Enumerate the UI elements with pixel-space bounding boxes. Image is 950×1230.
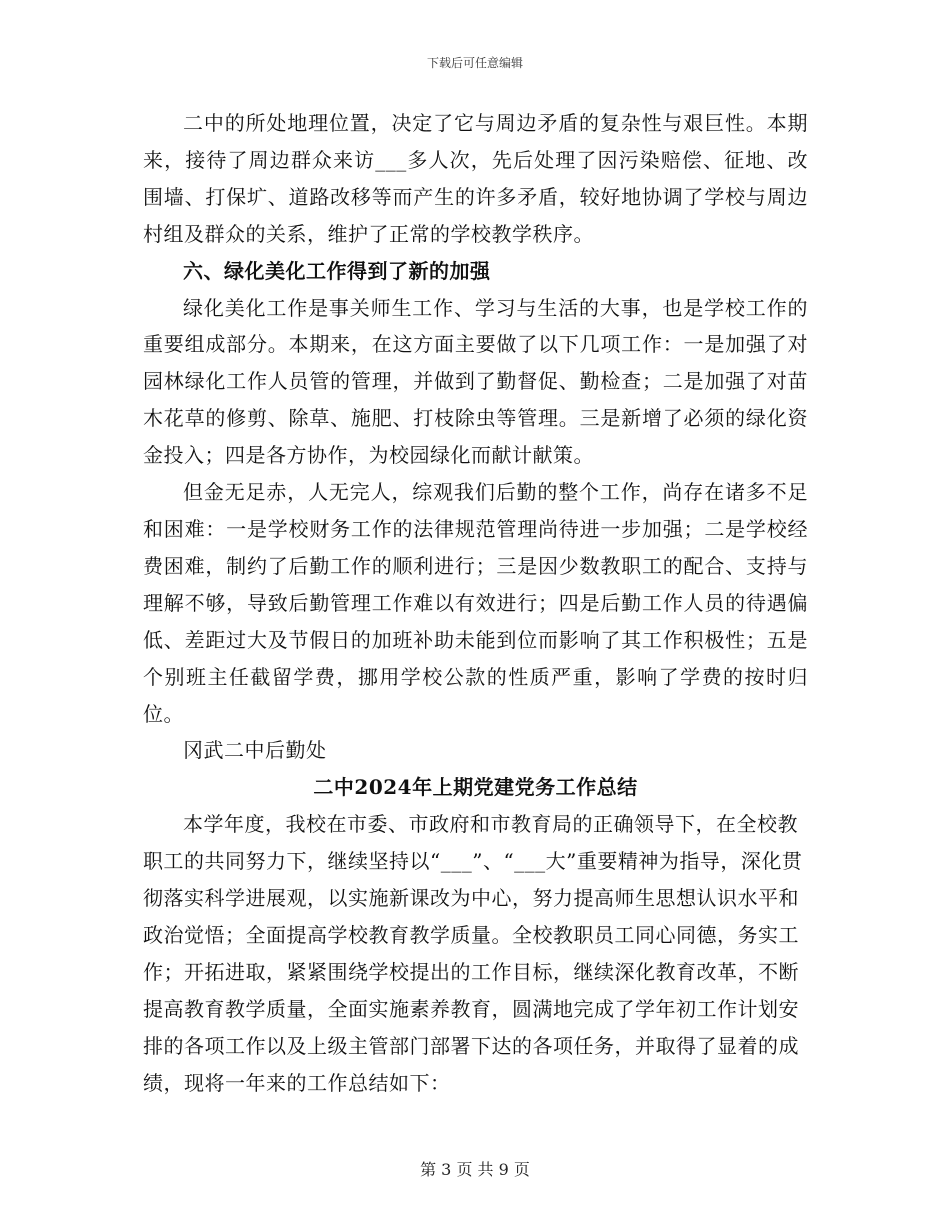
paragraph-neighborhood: 二中的所处地理位置，决定了它与周边矛盾的复杂性与艰巨性。本期来，接待了周边群众来访___多人次，先后处理了因污染赔偿、征地、改围墙、打保圹、道路改移等而产生的许多矛盾，较好地协调了学校与周边村组及群众的关系，维护了正常的学校教学秩序。	[143, 111, 808, 246]
paragraph-greening: 绿化美化工作是事关师生工作、学习与生活的大事，也是学校工作的重要组成部分。本期来，在这方面主要做了以下几项工作：一是加强了对园林绿化工作人员管的管理，并做到了勤督促、勤检查；二是加强了对苗木花草的修剪、除草、施肥、打枝除虫等管理。三是新增了必须的绿化资金投入；四是各方协作，为校园绿化而献计献策。	[143, 295, 808, 468]
document-body	[143, 105, 808, 1101]
page-footer: 第 3 页 共 9 页	[420, 1160, 530, 1179]
page-header: 下载后可任意编辑	[426, 56, 523, 70]
document-title: 二中2024年上期党建党务工作总结	[313, 775, 638, 800]
paragraph-shortcomings: 但金无足赤，人无完人，综观我们后勤的整个工作，尚存在诸多不足和困难：一是学校财务工作的法律规范管理尚待进一步加强；二是学校经费困难，制约了后勤工作的顺利进行；三是因少数教职工的配合、支持与理解不够，导致后勤管理工作难以有效进行；四是后勤工作人员的待遇偏低、差距过大及节假日的加班补助未能到位而影响了其工作积极性；五是个别班主任截留学费，挪用学校公款的性质严重，影响了学费的按时归位。	[143, 480, 808, 726]
paragraph-intro: 本学年度，我校在市委、市政府和市教育局的正确领导下，在全校教职工的共同努力下，继续坚持以“___”、“___大”重要精神为指导，深化贯彻落实科学进展观，以实施新课改为中心，努力提高师生思想认识水平和政治觉悟；全面提高学校教育教学质量。全校教职员工同心同德，务实工作；开拓进取，紧紧围绕学校提出的工作目标，继续深化教育改革，不断提高教育教学质量，全面实施素养教育，圆满地完成了学年初工作计划安排的各项工作以及上级主管部门部署下达的各项任务，并取得了显着的成绩，现将一年来的工作总结如下：	[143, 812, 803, 1095]
signature-department: 冈武二中后勤处	[183, 738, 327, 763]
section-heading-greening: 六、绿化美化工作得到了新的加强	[183, 258, 491, 283]
